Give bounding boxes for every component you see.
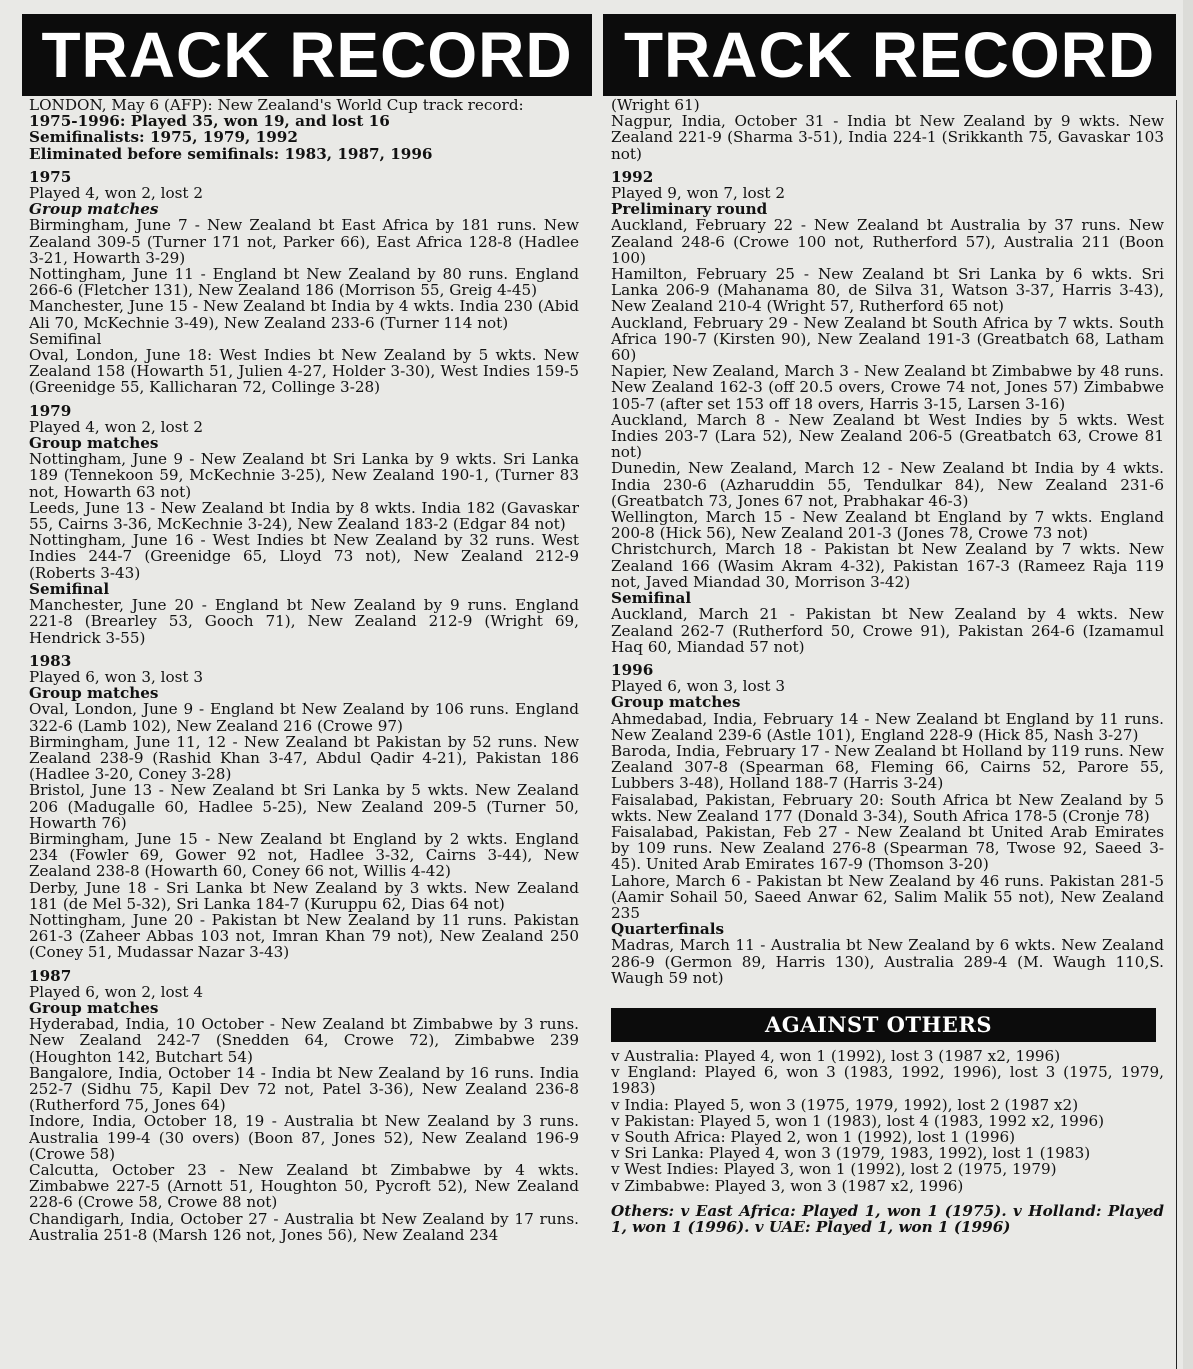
against-line-india: v India: Played 5, won 3 (1975, 1979, 1992), lost 2 (1987 x2): [611, 1095, 1079, 1114]
match-1979-2: Leeds, June 13 - New Zealand bt India by 8 wkts. India 182 (Gavaskar 55, Cairns 3-36, McKechnie 3-24), New Zealand 183-2 (Edgar 84 not): [29, 498, 579, 534]
year-heading-1992: 1992: [611, 167, 654, 186]
semifinalists: Semifinalists: 1975, 1979, 1992: [29, 128, 298, 147]
match-1996-2: Baroda, India, February 17 - New Zealand bt Holland by 119 runs. New Zealand 307-8 (Spearman 68, Fleming 66, Cairns 52, Parore 55, Lubbers 3-48), Holland 188-7 (Harris 3-24): [611, 741, 1164, 793]
match-1996-1: Ahmedabad, India, February 14 - New Zealand bt England by 11 runs. New Zealand 239-6 (Astle 101), England 228-9 (Hick 85, Nash 3-27): [611, 709, 1164, 744]
record-1975: Played 4, won 2, lost 2: [29, 184, 204, 203]
year-heading-1987: 1987: [29, 966, 72, 985]
year-heading-1975: 1975: [29, 167, 72, 186]
against-line-sri-lanka: v Sri Lanka: Played 4, won 3 (1979, 1983, 1992), lost 1 (1983): [611, 1144, 1091, 1163]
against-line-england: v England: Played 6, won 3 (1983, 1992, 1996), lost 3 (1975, 1979, 1983): [611, 1063, 1164, 1098]
match-1983-1: Oval, London, June 9 - England bt New Zealand by 106 runs. England 322-6 (Lamb 102), New Zealand 216 (Crowe 97): [29, 700, 579, 735]
match-1987-6: Nagpur, India, October 31 - India bt New Zealand by 9 wkts. New Zealand 221-9 (Sharma 3-51), India 224-1 (Srikkanth 75, Gavaskar 103 not): [611, 112, 1164, 163]
match-1996-5: Lahore, March 6 - Pakistan bt New Zealand by 46 runs. Pakistan 281-5 (Aamir Sohail 50, Saeed Anwar 62, Salim Malik 55 not), New Zealand 235: [611, 871, 1164, 922]
against-line-australia: v Australia: Played 4, won 1 (1992), lost 3 (1987 x2, 1996): [611, 1046, 1061, 1065]
semifinal-heading-1979: Semifinal: [29, 579, 110, 598]
match-1983-6: Nottingham, June 20 - Pakistan bt New Zealand by 11 runs. Pakistan 261-3 (Zaheer Abbas 103 not, Imran Khan 79 not), New Zealand 250 (Coney 51, Mudassar Nazar 3-43): [29, 910, 579, 962]
match-1992-1: Auckland, February 22 - New Zealand bt Australia by 37 runs. New Zealand 248-6 (Crowe 100 not, Rutherford 57), Australia 211 (Boon 100): [611, 216, 1164, 267]
match-1983-5: Derby, June 18 - Sri Lanka bt New Zealand by 3 wkts. New Zealand 181 (de Mel 5-32), Sri Lanka 184-7 (Kuruppu 62, Dias 64 not): [29, 878, 579, 913]
match-1992-9: Auckland, March 21 - Pakistan bt New Zealand by 4 wkts. New Zealand 262-7 (Rutherford 50, Crowe 91), Pakistan 264-6 (Izamamul Haq 60, Miandad 57 not): [611, 605, 1164, 656]
match-1975-4: Oval, London, June 18: West Indies bt New Zealand by 5 wkts. New Zealand 158 (Howarth 51, Julien 4-27, Holder 3-30), West Indies 159-5 (Greenidge 55, Kallicharan 72, Collinge 3-28): [29, 346, 579, 397]
match-1992-7: Wellington, March 15 - New Zealand bt England by 7 wkts. England 200-8 (Hick 56), New Zealand 201-3 (Jones 78, Crowe 73 not): [611, 508, 1164, 543]
match-1979-4: Manchester, June 20 - England bt New Zealand by 9 runs. England 221-8 (Brearley 53, Gooch 71), New Zealand 212-9 (Wright 69, Hendrick 3-55): [29, 596, 579, 647]
match-1992-3: Auckland, February 29 - New Zealand bt South Africa by 7 wkts. South Africa 190-7 (Kirsten 90), New Zealand 191-3 (Greatbatch 68, Latham 60): [611, 313, 1164, 365]
match-1983-2: Birmingham, June 11, 12 - New Zealand bt Pakistan by 52 runs. New Zealand 238-9 (Rashid Khan 3-47, Abdul Qadir 4-21), Pakistan 186 (Hadlee 3-20, Coney 3-28): [29, 732, 579, 784]
record-1992: Played 9, won 7, lost 2: [611, 184, 786, 203]
group-heading-1983: Group matches: [29, 684, 159, 703]
left-column: [29, 97, 579, 1369]
against-line-west-indies: v West Indies: Played 3, won 1 (1992), lost 2 (1975, 1979): [611, 1160, 1057, 1179]
record-1983: Played 6, won 3, lost 3: [29, 667, 204, 686]
match-1987-4: Calcutta, October 23 - New Zealand bt Zimbabwe by 4 wkts. Zimbabwe 227-5 (Arnott 51, Houghton 50, Pycroft 52), New Zealand 228-6 (Crowe 58, Crowe 88 not): [29, 1161, 579, 1212]
record-1996: Played 6, won 3, lost 3: [611, 677, 786, 696]
match-1983-4: Birmingham, June 15 - New Zealand bt England by 2 wkts. England 234 (Fowler 69, Gower 92 not, Hadlee 3-32, Cairns 3-44), New Zealand 238-8 (Howarth 60, Coney 66 not, Willis 4-42): [29, 829, 579, 881]
others-footer: Others: v East Africa: Played 1, won 1 (1975). v Holland: Played 1, won 1 (1996). v UAE: Played 1, won 1 (1996): [611, 1201, 1164, 1236]
record-1979: Played 4, won 2, lost 2: [29, 417, 204, 436]
dateline: LONDON, May 6 (AFP): New Zealand's World Cup track record:: [29, 97, 524, 114]
match-1987-3: Indore, India, October 18, 19 - Australia bt New Zealand by 3 runs. Australia 199-4 (30 overs) (Boon 87, Jones 52), New Zealand 196-9 (Crowe 58): [29, 1112, 579, 1163]
match-1992-5: Auckland, March 8 - New Zealand bt West Indies by 5 wkts. West Indies 203-7 (Lara 52), New Zealand 206-5 (Greatbatch 63, Crowe 81 not): [611, 410, 1164, 462]
year-heading-1983: 1983: [29, 651, 72, 670]
group-heading-1987: Group matches: [29, 998, 159, 1017]
match-1987-5-continued: (Wright 61): [611, 97, 700, 114]
quarterfinal-heading-1996: Quarterfinals: [611, 920, 725, 939]
page-edge: [1183, 0, 1193, 1369]
match-1975-3: Manchester, June 15 - New Zealand bt India by 4 wkts. India 230 (Abid Ali 70, McKechnie 3-49), New Zealand 233-6 (Turner 114 not): [29, 297, 579, 332]
record-1987: Played 6, won 2, lost 4: [29, 982, 204, 1001]
match-1992-6: Dunedin, New Zealand, March 12 - New Zealand bt India by 4 wkts. India 230-6 (Azharuddin 55, Tendulkar 84), New Zealand 231-6 (Greatbatch 73, Jones 67 not, Prabhakar 46-3): [611, 459, 1164, 510]
group-heading-1992: Preliminary round: [611, 200, 768, 219]
match-1996-3: Faisalabad, Pakistan, February 20: South Africa bt New Zealand by 5 wkts. New Zealand 177 (Donald 3-34), South Africa 178-5 (Cronje 78): [611, 790, 1164, 825]
against-line-zimbabwe: v Zimbabwe: Played 3, won 3 (1987 x2, 1996): [611, 1176, 964, 1195]
match-1987-2: Bangalore, India, October 14 - India bt New Zealand by 16 runs. India 252-7 (Sidhu 75, Kapil Dev 72 not, Patel 3-36), New Zealand 236-8 (Rutherford 75, Jones 64): [29, 1063, 579, 1115]
match-1979-1: Nottingham, June 9 - New Zealand bt Sri Lanka by 9 wkts. Sri Lanka 189 (Tennekoon 59, McKechnie 3-25), New Zealand 190-1, (Turner 83 not, Howarth 63 not): [29, 450, 579, 501]
match-1992-8: Christchurch, March 18 - Pakistan bt New Zealand by 7 wkts. New Zealand 166 (Wasim Akram 4-32), Pakistan 167-3 (Rameez Raja 119 not, Javed Miandad 30, Morrison 3-42): [611, 540, 1164, 591]
match-1996-6: Madras, March 11 - Australia bt New Zealand by 6 wkts. New Zealand 286-9 (Germon 89, Harris 130), Australia 289-4 (M. Waugh 110,S. Waugh 59 not): [611, 936, 1164, 987]
match-1987-1: Hyderabad, India, 10 October - New Zealand bt Zimbabwe by 3 runs. New Zealand 242-7 (Snedden 64, Crowe 72), Zimbabwe 239 (Houghton 142, Butchart 54): [29, 1015, 579, 1066]
match-1992-4: Napier, New Zealand, March 3 - New Zealand bt Zimbabwe by 48 runs. New Zealand 162-3 (off 20.5 overs, Crowe 74 not, Jones 57) Zimbabwe 105-7 (after set 153 off 18 overs, Harris 3-15, Larsen 3-16): [611, 362, 1164, 413]
match-1992-2: Hamilton, February 25 - New Zealand bt Sri Lanka by 6 wkts. Sri Lanka 206-9 (Mahanama 80, de Silva 31, Watson 3-37, Harris 3-43), New Zealand 210-4 (Wright 57, Rutherford 65 not): [611, 265, 1164, 316]
match-1975-1: Birmingham, June 7 - New Zealand bt East Africa by 181 runs. New Zealand 309-5 (Turner 171 not, Parker 66), East Africa 128-8 (Hadlee 3-21, Howarth 3-29): [29, 216, 579, 267]
banner-left: TRACK RECORD: [22, 14, 592, 96]
group-heading-1996: Group matches: [611, 693, 741, 712]
semifinal-heading-1992: Semifinal: [611, 589, 692, 608]
match-1996-4: Faisalabad, Pakistan, Feb 27 - New Zealand bt United Arab Emirates by 109 runs. New Zealand 276-8 (Spearman 78, Twose 92, Saeed 3-45). United Arab Emirates 167-9 (Thomson 3-20): [611, 822, 1164, 874]
against-others-banner: AGAINST OTHERS: [611, 1008, 1156, 1042]
group-heading-1979: Group matches: [29, 434, 159, 453]
match-1975-2: Nottingham, June 11 - England bt New Zealand by 80 runs. England 266-6 (Fletcher 131), New Zealand 186 (Morrison 55, Greig 4-45): [29, 265, 579, 300]
eliminated: Eliminated before semifinals: 1983, 1987, 1996: [29, 144, 433, 163]
match-1979-3: Nottingham, June 16 - West Indies bt New Zealand by 32 runs. West Indies 244-7 (Greenidge 65, Lloyd 73 not), New Zealand 212-9 (Roberts 3-43): [29, 531, 579, 582]
against-line-south-africa: v South Africa: Played 2, won 1 (1992), lost 1 (1996): [611, 1127, 1016, 1146]
group-heading-1975: Group matches: [29, 200, 159, 219]
right-column: [611, 97, 1164, 1369]
match-1987-5: Chandigarh, India, October 27 - Australia bt New Zealand by 17 runs. Australia 251-8 (Marsh 126 not, Jones 56), New Zealand 234: [29, 1209, 579, 1244]
semifinal-heading-1975: Semifinal: [29, 329, 102, 348]
summary: 1975-1996: Played 35, won 19, and lost 16: [29, 112, 390, 131]
year-heading-1979: 1979: [29, 401, 72, 420]
banner-right: TRACK RECORD: [603, 14, 1176, 96]
column-rule: [1176, 100, 1177, 1369]
year-heading-1996: 1996: [611, 660, 654, 679]
match-1983-3: Bristol, June 13 - New Zealand bt Sri Lanka by 5 wkts. New Zealand 206 (Madugalle 60, Hadlee 5-25), New Zealand 209-5 (Turner 50, Howarth 76): [29, 781, 579, 832]
against-line-pakistan: v Pakistan: Played 5, won 1 (1983), lost 4 (1983, 1992 x2, 1996): [611, 1111, 1105, 1130]
